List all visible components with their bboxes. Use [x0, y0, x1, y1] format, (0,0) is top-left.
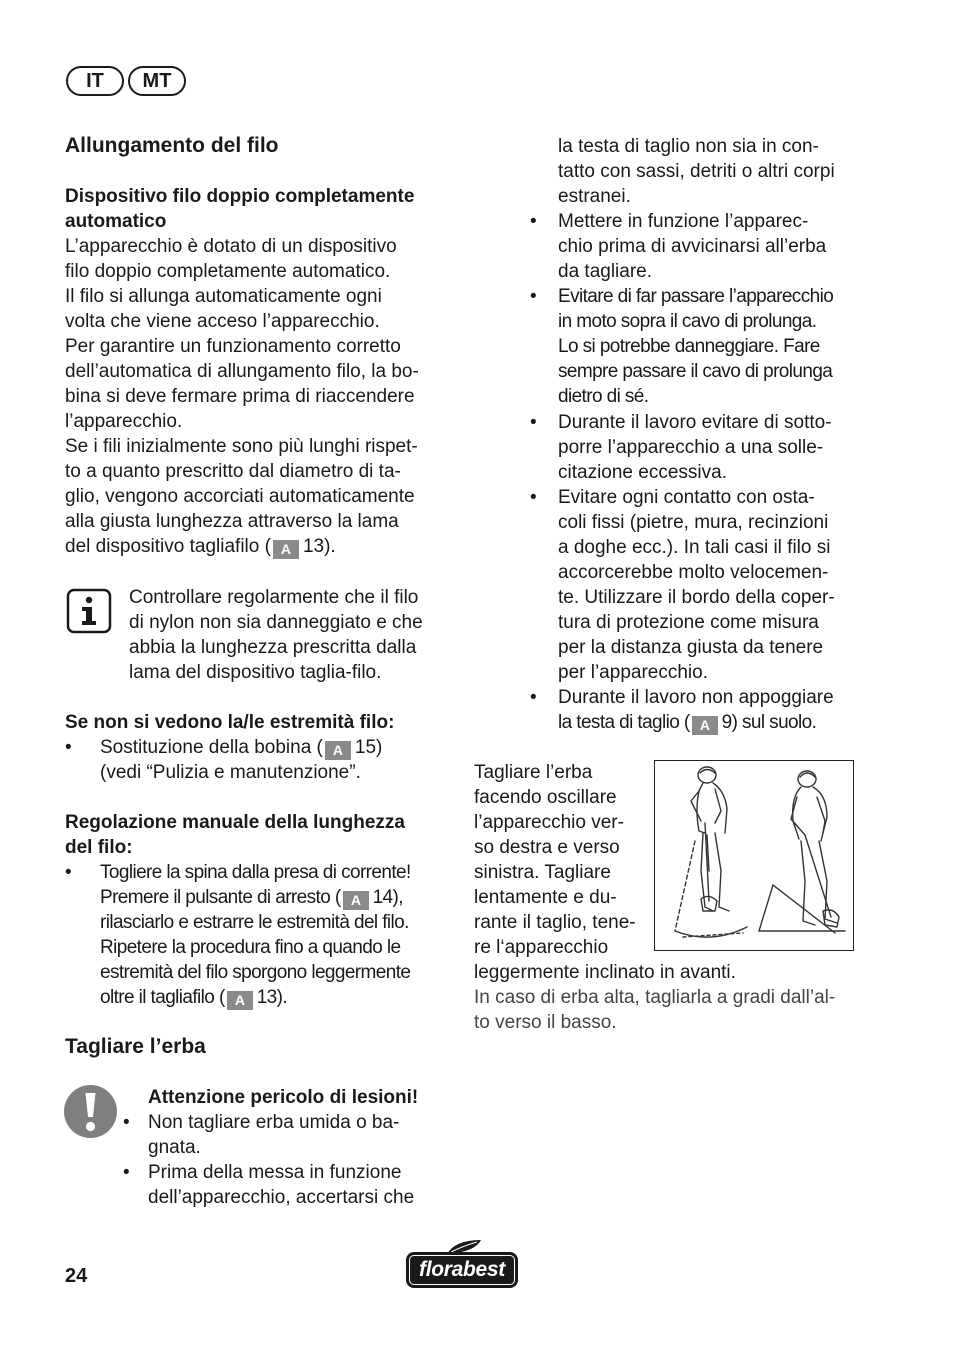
- text-line: la testa di taglio non sia in con-: [558, 136, 819, 157]
- warning-icon: [63, 1084, 118, 1139]
- text-line: chio prima di avvicinarsi all’erba: [558, 236, 827, 257]
- subheading-regolazione-1: Regolazione manuale della lunghezza: [65, 812, 405, 833]
- text-line: rilasciarlo e estrarre le estremità del filo.: [100, 912, 409, 933]
- bullet-dot: •: [530, 286, 537, 307]
- text-line: gnata.: [148, 1137, 201, 1158]
- bullet-dot: •: [123, 1112, 130, 1133]
- text-line: to verso il basso.: [474, 1012, 617, 1033]
- text-line: da tagliare.: [558, 261, 653, 282]
- list-item: [123, 1110, 453, 1160]
- paragraph-dispositivo: [65, 234, 419, 559]
- subheading-regolazione-2: del filo:: [65, 837, 133, 858]
- text-line: estremità del filo sporgono leggermente: [100, 962, 411, 983]
- text-line: rante il taglio, tene-: [474, 912, 636, 933]
- text-line: in moto sopra il cavo di prolunga.: [558, 311, 817, 332]
- bullet-dot: •: [530, 412, 537, 433]
- text-line: Togliere la spina dalla presa di corrente!: [100, 862, 411, 883]
- text-fragment: la testa di taglio (: [558, 712, 690, 733]
- bullet-dot: •: [65, 737, 72, 758]
- lang-badge-it: IT: [66, 66, 124, 96]
- subheading-dispositivo-1: Dispositivo filo doppio completamente: [65, 186, 415, 207]
- text-line: [558, 710, 858, 735]
- text-line: tatto con sassi, detriti o altri corpi: [558, 161, 835, 182]
- bullet-dot: •: [530, 211, 537, 232]
- section-title-filo: Allungamento del filo: [65, 134, 279, 157]
- page-number: 24: [65, 1265, 88, 1287]
- subheading-dispositivo-2: automatico: [65, 211, 167, 232]
- trimming-illustration: [654, 760, 854, 951]
- list-item: [530, 485, 860, 685]
- text-line: Per garantire un funzionamento corretto: [65, 336, 401, 357]
- text-line: dell’apparecchio, accertarsi che: [148, 1187, 415, 1208]
- text-line: coli fissi (pietre, mura, recinzioni: [558, 512, 829, 533]
- bullet-dot: •: [530, 687, 537, 708]
- text-line: l’apparecchio.: [65, 411, 183, 432]
- text-line: per l’apparecchio.: [558, 662, 708, 683]
- text-line: [65, 534, 419, 559]
- info-note: [129, 585, 423, 685]
- trimming-illustration-drawing: [655, 761, 853, 950]
- text-line: facendo oscillare: [474, 787, 617, 808]
- text-fragment: Sostituzione della bobina (: [100, 737, 323, 758]
- text-fragment: 15): [354, 737, 383, 758]
- text-line: estranei.: [558, 186, 631, 207]
- text-line: di nylon non sia danneggiato e che: [129, 612, 423, 633]
- text-line: [100, 985, 460, 1010]
- text-line: Ripetere la procedura fino a quando le: [100, 937, 401, 958]
- text-line: Non tagliare erba umida o ba-: [148, 1112, 400, 1133]
- text-line: Lo si potrebbe danneggiare. Fare: [558, 336, 820, 357]
- info-icon: [66, 588, 112, 634]
- text-line: Prima della messa in funzione: [148, 1162, 402, 1183]
- text-line: [100, 885, 460, 910]
- text-line: In caso di erba alta, tagliarla a gradi dall’al-: [474, 987, 836, 1008]
- text-line: sinistra. Tagliare: [474, 862, 611, 883]
- text-fragment: oltre il tagliafilo (: [100, 987, 225, 1008]
- text-line: [100, 735, 460, 760]
- text-line: porre l’apparecchio a una solle-: [558, 437, 824, 458]
- text-line: L’apparecchio è dotato di un dispositivo: [65, 236, 397, 257]
- text-fragment: 13).: [302, 536, 336, 557]
- text-line: Durante il lavoro evitare di sotto-: [558, 412, 832, 433]
- ref-a-box: A: [273, 540, 299, 559]
- text-line: lama del dispositivo taglia-filo.: [129, 662, 382, 683]
- text-line: Evitare ogni contatto con osta-: [558, 487, 815, 508]
- ref-a-box: A: [343, 891, 369, 910]
- text-fragment: 14),: [372, 887, 403, 908]
- section-title-tagliare: Tagliare l’erba: [65, 1035, 206, 1058]
- text-line: leggermente inclinato in avanti.: [474, 962, 736, 983]
- text-line: Controllare regolarmente che il filo: [129, 587, 419, 608]
- text-line: filo doppio completamente automatico.: [65, 261, 391, 282]
- text-line: Evitare di far passare l’apparecchio: [558, 286, 834, 307]
- continued-text: [558, 134, 835, 209]
- florabest-logo: florabest: [406, 1252, 518, 1288]
- text-fragment: Premere il pulsante di arresto (: [100, 887, 341, 908]
- ref-a-box: A: [227, 991, 253, 1010]
- list-item: [65, 860, 455, 1010]
- ref-a-box: A: [692, 716, 718, 735]
- text-fragment: del dispositivo tagliafilo (: [65, 536, 271, 557]
- lang-badge-mt: MT: [128, 66, 186, 96]
- text-line: (vedi “Pulizia e manutenzione”.: [100, 762, 361, 783]
- text-line: volta che viene acceso l’apparecchio.: [65, 311, 380, 332]
- text-line: glio, vengono accorciati automaticamente: [65, 486, 415, 507]
- warning-title: Attenzione pericolo di lesioni!: [148, 1087, 419, 1108]
- list-item: [65, 735, 455, 785]
- text-line: lentamente e du-: [474, 887, 617, 908]
- list-item: [530, 685, 860, 735]
- list-item: [530, 410, 860, 485]
- bullet-dot: •: [123, 1162, 130, 1183]
- text-line: dell’automatica di allungamento filo, la bo-: [65, 361, 419, 382]
- text-fragment: 9) sul suolo.: [721, 712, 817, 733]
- ref-a-box: A: [325, 741, 351, 760]
- text-line: Mettere in funzione l’apparec-: [558, 211, 809, 232]
- text-line: Durante il lavoro non appoggiare: [558, 687, 834, 708]
- text-line: alla giusta lunghezza attraverso la lama: [65, 511, 399, 532]
- list-item: [530, 209, 860, 284]
- text-line: tura di protezione come misura: [558, 612, 819, 633]
- text-line: Se i fili inizialmente sono più lunghi rispet-: [65, 436, 418, 457]
- text-line: Tagliare l’erba: [474, 762, 593, 783]
- text-line: accorcerebbe molto velocemen-: [558, 562, 829, 583]
- text-line: per la distanza giusta da tenere: [558, 637, 824, 658]
- bullet-dot: •: [530, 487, 537, 508]
- text-line: a doghe ecc.). In tali casi il filo si: [558, 537, 831, 558]
- text-line: abbia la lunghezza prescritta dalla: [129, 637, 417, 658]
- bullet-dot: •: [65, 862, 72, 883]
- text-line: re l‘apparecchio: [474, 937, 609, 958]
- text-line: l’apparecchio ver-: [474, 812, 624, 833]
- list-item: [123, 1160, 453, 1210]
- list-item: [530, 284, 860, 409]
- text-line: so destra e verso: [474, 837, 620, 858]
- subheading-estremita: Se non si vedono la/le estremità filo:: [65, 712, 395, 733]
- text-line: to a quanto prescritto dal diametro di ta-: [65, 461, 401, 482]
- text-line: te. Utilizzare il bordo della coper-: [558, 587, 835, 608]
- text-line: Il filo si allunga automaticamente ogni: [65, 286, 382, 307]
- text-line: bina si deve fermare prima di riaccendere: [65, 386, 415, 407]
- text-fragment: 13).: [256, 987, 288, 1008]
- text-line: dietro di sé.: [558, 386, 649, 407]
- text-line: citazione eccessiva.: [558, 462, 727, 483]
- text-line: sempre passare il cavo di prolunga: [558, 361, 833, 382]
